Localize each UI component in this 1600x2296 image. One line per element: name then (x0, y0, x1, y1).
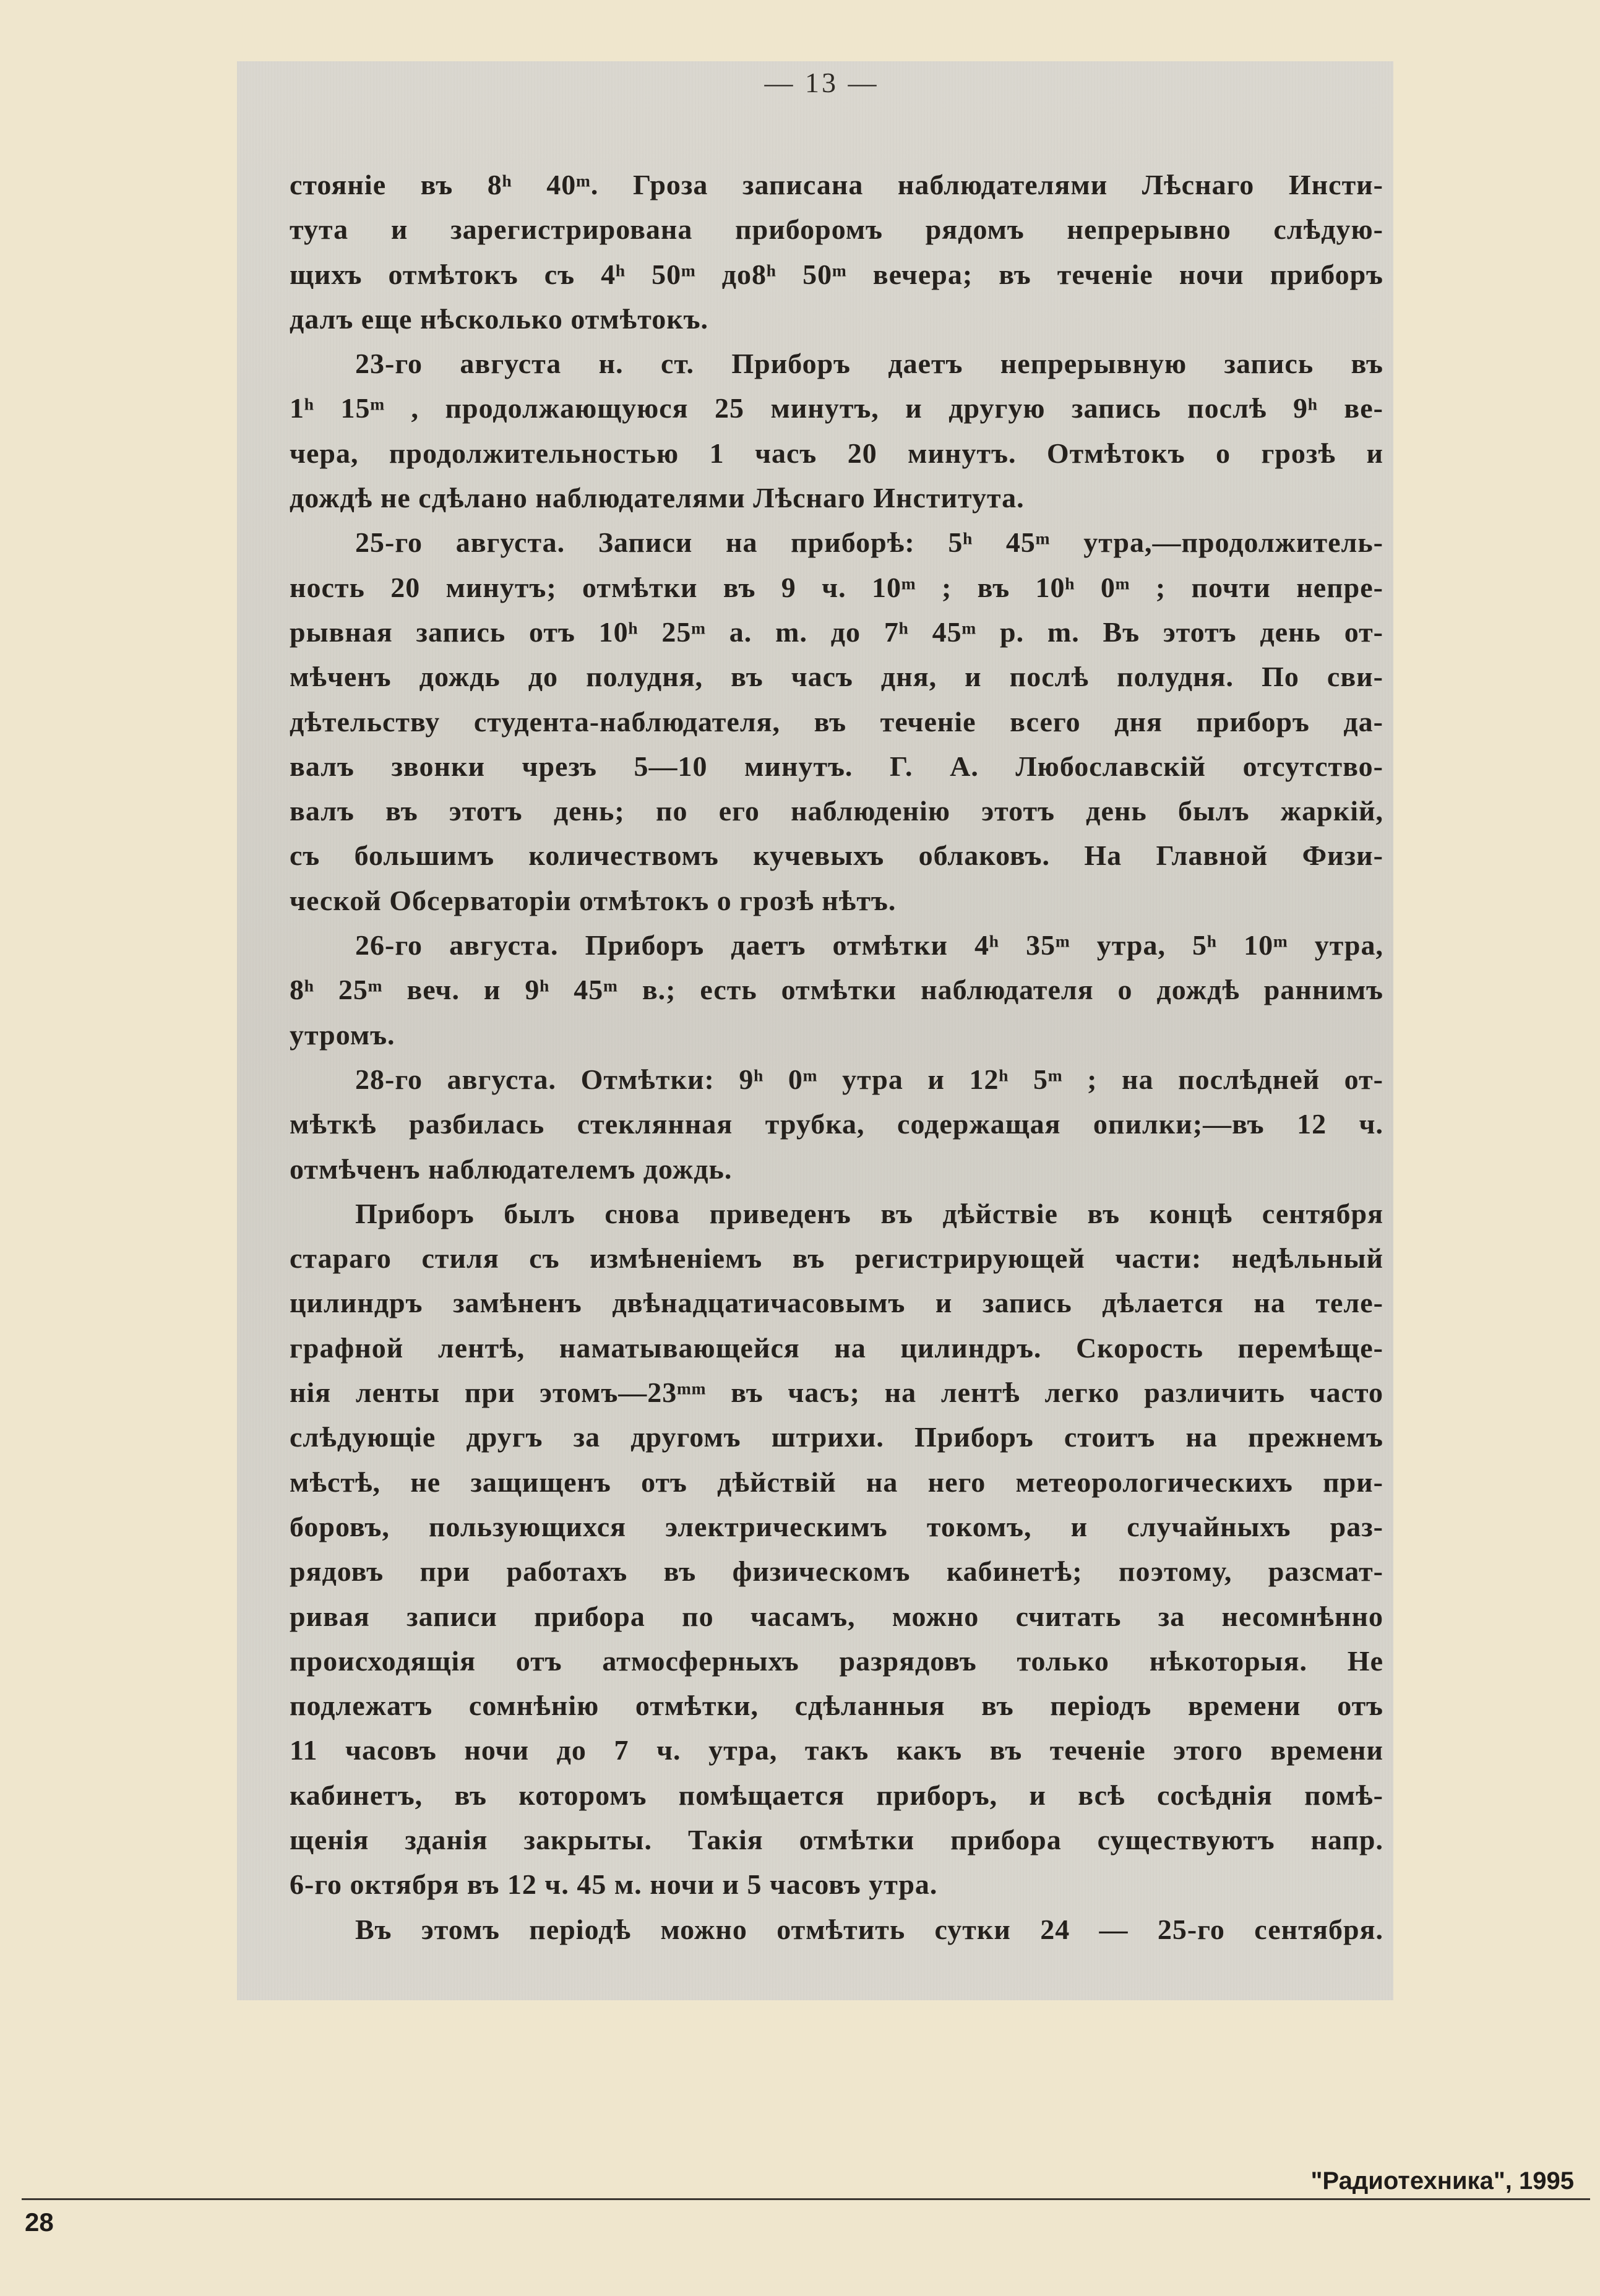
text-line: мѣткѣ разбилась стеклянная трубка, содержащая опилки;—въ 12 ч. (290, 1108, 1383, 1140)
text-line: 1ʰ 15ᵐ , продолжающуюся 25 минутъ, и другую запись послѣ 9ʰ ве- (290, 392, 1383, 424)
text-line: ность 20 минутъ; отмѣтки въ 9 ч. 10ᵐ ; въ 10ʰ 0ᵐ ; почти непре- (290, 571, 1383, 603)
text-line: подлежатъ сомнѣнію отмѣтки, сдѣланныя въ періодъ времени отъ (290, 1690, 1383, 1722)
text-line: Приборъ былъ снова приведенъ въ дѣйствіе въ концѣ сентября (355, 1197, 1383, 1229)
footer-journal-title: "Радиотехника", 1995 (1310, 2167, 1574, 2195)
body-text (290, 163, 1383, 1952)
text-line: цилиндръ замѣненъ двѣнадцатичасовымъ и запись дѣлается на теле- (290, 1287, 1383, 1319)
text-line: мѣченъ дождь до полудня, въ часъ дня, и послѣ полудня. По сви- (290, 661, 1383, 693)
text-line: кабинетъ, въ которомъ помѣщается приборъ, и всѣ сосѣднія помѣ- (290, 1779, 1383, 1811)
text-line: стояніе въ 8ʰ 40ᵐ. Гроза записана наблюдателями Лѣснаго Инсти- (290, 169, 1383, 200)
text-line: Въ этомъ періодѣ можно отмѣтить сутки 24 — 25-го сентября. (355, 1913, 1383, 1945)
text-line: валъ звонки чрезъ 5—10 минутъ. Г. А. Любославскій отсутство- (290, 750, 1383, 782)
text-line: происходящія отъ атмосферныхъ разрядовъ только нѣкоторыя. Не (290, 1645, 1383, 1677)
text-line: утромъ. (290, 1018, 395, 1051)
original-page-number: — 13 — (764, 67, 879, 98)
text-line: рядовъ при работахъ въ физическомъ кабинетѣ; поэтому, разсмат- (290, 1555, 1383, 1588)
scanned-page-area (237, 61, 1393, 2000)
text-line: отмѣченъ наблюдателемъ дождь. (290, 1153, 733, 1185)
text-line: 8ʰ 25ᵐ веч. и 9ʰ 45ᵐ в.; есть отмѣтки наблюдателя о дождѣ раннимъ (290, 974, 1383, 1006)
text-line: валъ въ этотъ день; по его наблюденію этотъ день былъ жаркій, (290, 795, 1383, 827)
text-line: стараго стиля съ измѣненіемъ въ регистрирующей части: недѣльный (290, 1242, 1383, 1275)
text-line: дождѣ не сдѣлано наблюдателями Лѣснаго Института. (290, 482, 1025, 514)
text-line: слѣдующіе другъ за другомъ штрихи. Приборъ стоитъ на прежнемъ (290, 1421, 1383, 1453)
text-line: рывная запись отъ 10ʰ 25ᵐ a. m. до 7ʰ 45ᵐ p. m. Въ этотъ день от- (290, 616, 1383, 648)
text-line: боровъ, пользующихся электрическимъ токомъ, и случайныхъ раз- (290, 1510, 1383, 1542)
text-line: нія ленты при этомъ—23ᵐᵐ въ часъ; на лентѣ легко различить часто (290, 1377, 1383, 1409)
text-line: 23-го августа н. ст. Приборъ даетъ непрерывную запись въ (355, 348, 1383, 380)
footer-rule (22, 2198, 1590, 2200)
text-line: щихъ отмѣтокъ съ 4ʰ 50ᵐ до8ʰ 50ᵐ вечера; въ теченіе ночи приборъ (290, 258, 1383, 290)
footer-page-number: 28 (25, 2208, 54, 2237)
text-line: 6-го октября въ 12 ч. 45 м. ночи и 5 часовъ утра. (290, 1868, 938, 1901)
text-line: чера, продолжительностью 1 часъ 20 минутъ. Отмѣтокъ о грозѣ и (290, 437, 1383, 469)
text-line: графной лентѣ, наматывающейся на цилиндръ. Скорость перемѣще- (290, 1331, 1383, 1364)
text-line: дѣтельству студента-наблюдателя, въ теченіе всего дня приборъ да- (290, 705, 1383, 737)
text-line: ривая записи прибора по часамъ, можно считать за несомнѣнно (290, 1600, 1383, 1632)
text-line: щенія зданія закрыты. Такія отмѣтки прибора существуютъ напр. (290, 1823, 1383, 1855)
text-line: 26-го августа. Приборъ даетъ отмѣтки 4ʰ 35ᵐ утра, 5ʰ 10ᵐ утра, (355, 929, 1383, 961)
text-line: съ большимъ количествомъ кучевыхъ облаковъ. На Главной Физи- (290, 840, 1383, 872)
text-line: ческой Обсерваторіи отмѣтокъ о грозѣ нѣтъ. (290, 884, 897, 916)
text-line: 28-го августа. Отмѣтки: 9ʰ 0ᵐ утра и 12ʰ 5ᵐ ; на послѣдней от- (355, 1063, 1383, 1095)
text-line: 25-го августа. Записи на приборѣ: 5ʰ 45ᵐ утра,—продолжитель- (355, 527, 1383, 559)
text-line: далъ еще нѣсколько отмѣтокъ. (290, 303, 709, 335)
text-line: мѣстѣ, не защищенъ отъ дѣйствій на него метеорологическихъ при- (290, 1466, 1383, 1498)
text-line: тута и зарегистрирована приборомъ рядомъ непрерывно слѣдую- (290, 213, 1383, 246)
text-line: 11 часовъ ночи до 7 ч. утра, такъ какъ въ теченіе этого времени (290, 1734, 1383, 1766)
